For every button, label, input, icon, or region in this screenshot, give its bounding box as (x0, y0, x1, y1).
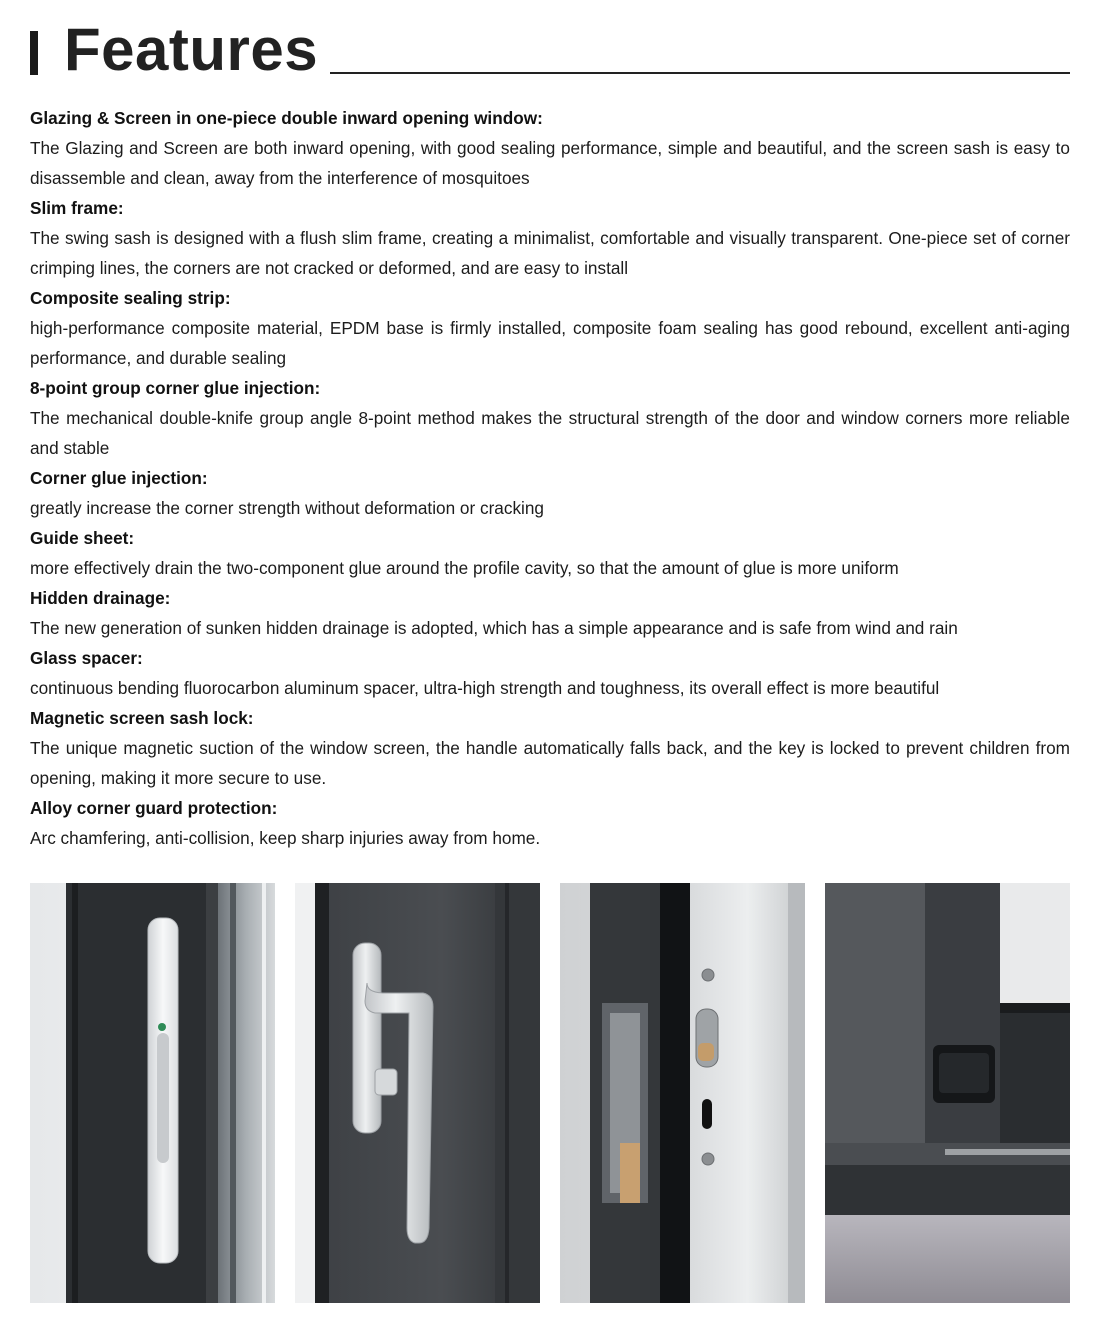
feature-description: The new generation of sunken hidden drainage is adopted, which has a simple appearance and is safe from wind and rain (30, 618, 958, 638)
feature-description: The unique magnetic suction of the window screen, the handle automatically falls back, and the key is locked to prevent children from opening, making it more secure to use. (30, 738, 1070, 788)
feature-description: The Glazing and Screen are both inward opening, with good sealing performance, simple and beautiful, and the screen sash is easy to disassemble and clean, away from the interference of mosquitoes (30, 138, 1070, 188)
feature-title: Slim frame: (30, 198, 124, 218)
feature-title: Hidden drainage: (30, 588, 171, 608)
page-title: Features (64, 16, 319, 83)
feature-title: Glazing & Screen in one-piece double inward opening window: (30, 108, 543, 128)
photo-frame-corner (825, 883, 1070, 1303)
features-header (30, 16, 1070, 86)
feature-title: 8-point group corner glue injection: (30, 378, 321, 398)
feature-description: The mechanical double-knife group angle 8-point method makes the structural strength of the door and window corners more reliable and stable (30, 408, 1070, 458)
photo-lock-keeper (560, 883, 805, 1303)
feature-description: Arc chamfering, anti-collision, keep sharp injuries away from home. (30, 828, 541, 848)
feature-description: continuous bending fluorocarbon aluminum spacer, ultra-high strength and toughness, its overall effect is more beautiful (30, 678, 940, 698)
feature-description: greatly increase the corner strength without deformation or cracking (30, 498, 544, 518)
feature-description: The swing sash is designed with a flush slim frame, creating a minimalist, comfortable and visually transparent. One-piece set of corner crimping lines, the corners are not cracked or deformed, and are easy to install (30, 228, 1070, 278)
feature-description: more effectively drain the two-component glue around the profile cavity, so that the amount of glue is more uniform (30, 558, 899, 578)
feature-title: Composite sealing strip: (30, 288, 231, 308)
product-photo-gallery (30, 883, 1070, 1303)
photo-lever-handle (295, 883, 540, 1303)
feature-title: Guide sheet: (30, 528, 135, 548)
photo-sliding-handle (30, 883, 275, 1303)
title-accent-bar (30, 31, 38, 75)
feature-description: high-performance composite material, EPDM base is firmly installed, composite foam sealing has good rebound, excellent anti-aging performance, and durable sealing (30, 318, 1070, 368)
feature-list (30, 103, 1070, 853)
feature-title: Magnetic screen sash lock: (30, 708, 254, 728)
title-divider (330, 72, 1070, 74)
feature-title: Alloy corner guard protection: (30, 798, 278, 818)
feature-title: Glass spacer: (30, 648, 143, 668)
feature-title: Corner glue injection: (30, 468, 208, 488)
